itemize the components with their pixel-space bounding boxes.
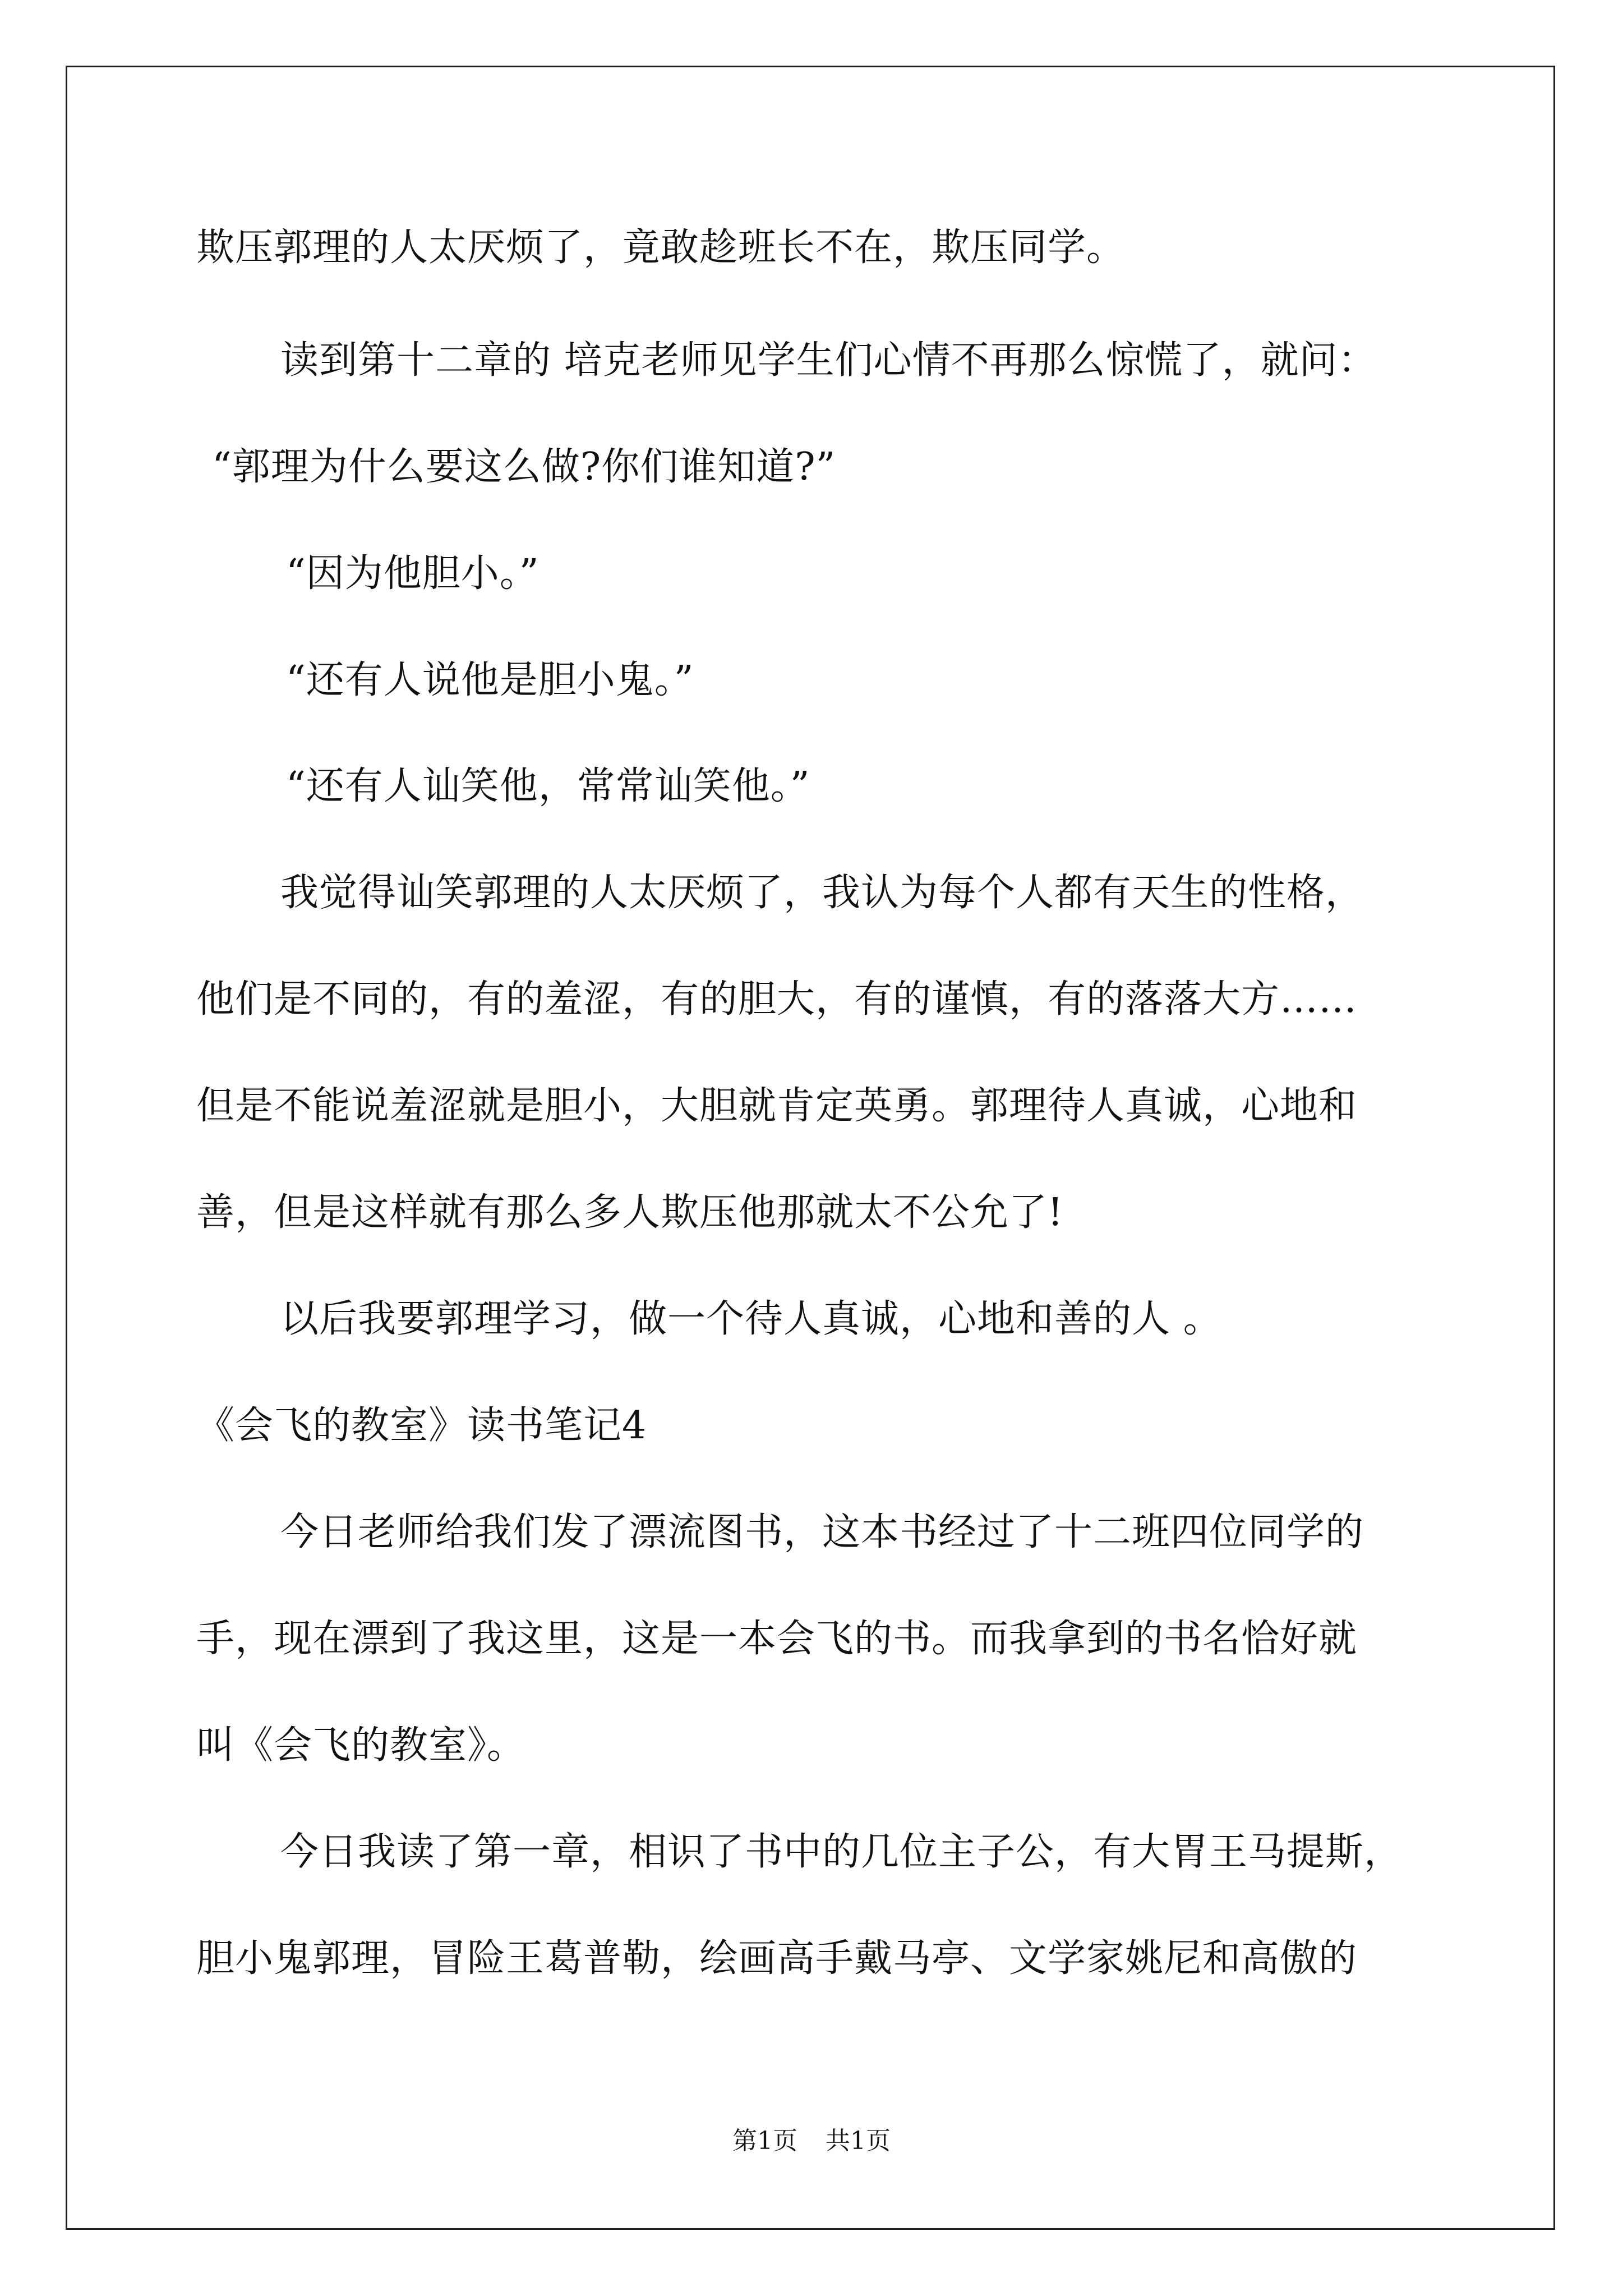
dialogue-line: “还有人讪笑他，常常讪笑他。” xyxy=(286,764,810,808)
paragraph-line: 但是不能说羞涩就是胆小，大胆就肯定英勇。郭理待人真诚，心地和 xyxy=(196,1084,1358,1128)
paragraph-line: 今日我读了第一章，相识了书中的几位主子公，有大胃王马提斯， xyxy=(280,1830,1403,1874)
paragraph-line: 读到第十二章的 培克老师见学生们心情不再那么惊慌了，就问： xyxy=(280,338,1377,383)
section-heading: 《会飞的教室》读书笔记4 xyxy=(196,1404,647,1448)
page-border xyxy=(66,66,1555,2230)
page-footer xyxy=(0,2124,1623,2158)
paragraph-line: 胆小鬼郭理，冒险王葛普勒，绘画高手戴马亭、文学家姚尼和高傲的 xyxy=(196,1936,1358,1981)
dialogue-line: “还有人说他是胆小鬼。” xyxy=(286,658,694,702)
page-number: 第1页 xyxy=(732,2127,797,2155)
paragraph-line: “郭理为什么要这么做?你们谁知道?” xyxy=(212,445,836,489)
paragraph-line: 今日老师给我们发了漂流图书，这本书经过了十二班四位同学的 xyxy=(280,1510,1364,1554)
paragraph-line: 手，现在漂到了我这里，这是一本会飞的书。而我拿到的书名恰好就 xyxy=(196,1617,1358,1661)
paragraph-line: 善，但是这样就有那么多人欺压他那就太不公允了! xyxy=(196,1190,1064,1235)
paragraph-line: 以后我要郭理学习，做一个待人真诚，心地和善的人 。 xyxy=(280,1297,1222,1341)
paragraph-line: 欺压郭理的人太厌烦了，竟敢趁班长不在，欺压同学。 xyxy=(196,226,1126,270)
paragraph-line: 叫《会飞的教室》。 xyxy=(196,1723,526,1768)
dialogue-line: “因为他胆小。” xyxy=(286,551,540,596)
page-total: 共1页 xyxy=(826,2127,891,2155)
paragraph-line: 我觉得讪笑郭理的人太厌烦了，我认为每个人都有天生的性格， xyxy=(280,871,1364,915)
paragraph-line: 他们是不同的，有的羞涩，有的胆大，有的谨慎，有的落落大方…… xyxy=(196,977,1358,1022)
